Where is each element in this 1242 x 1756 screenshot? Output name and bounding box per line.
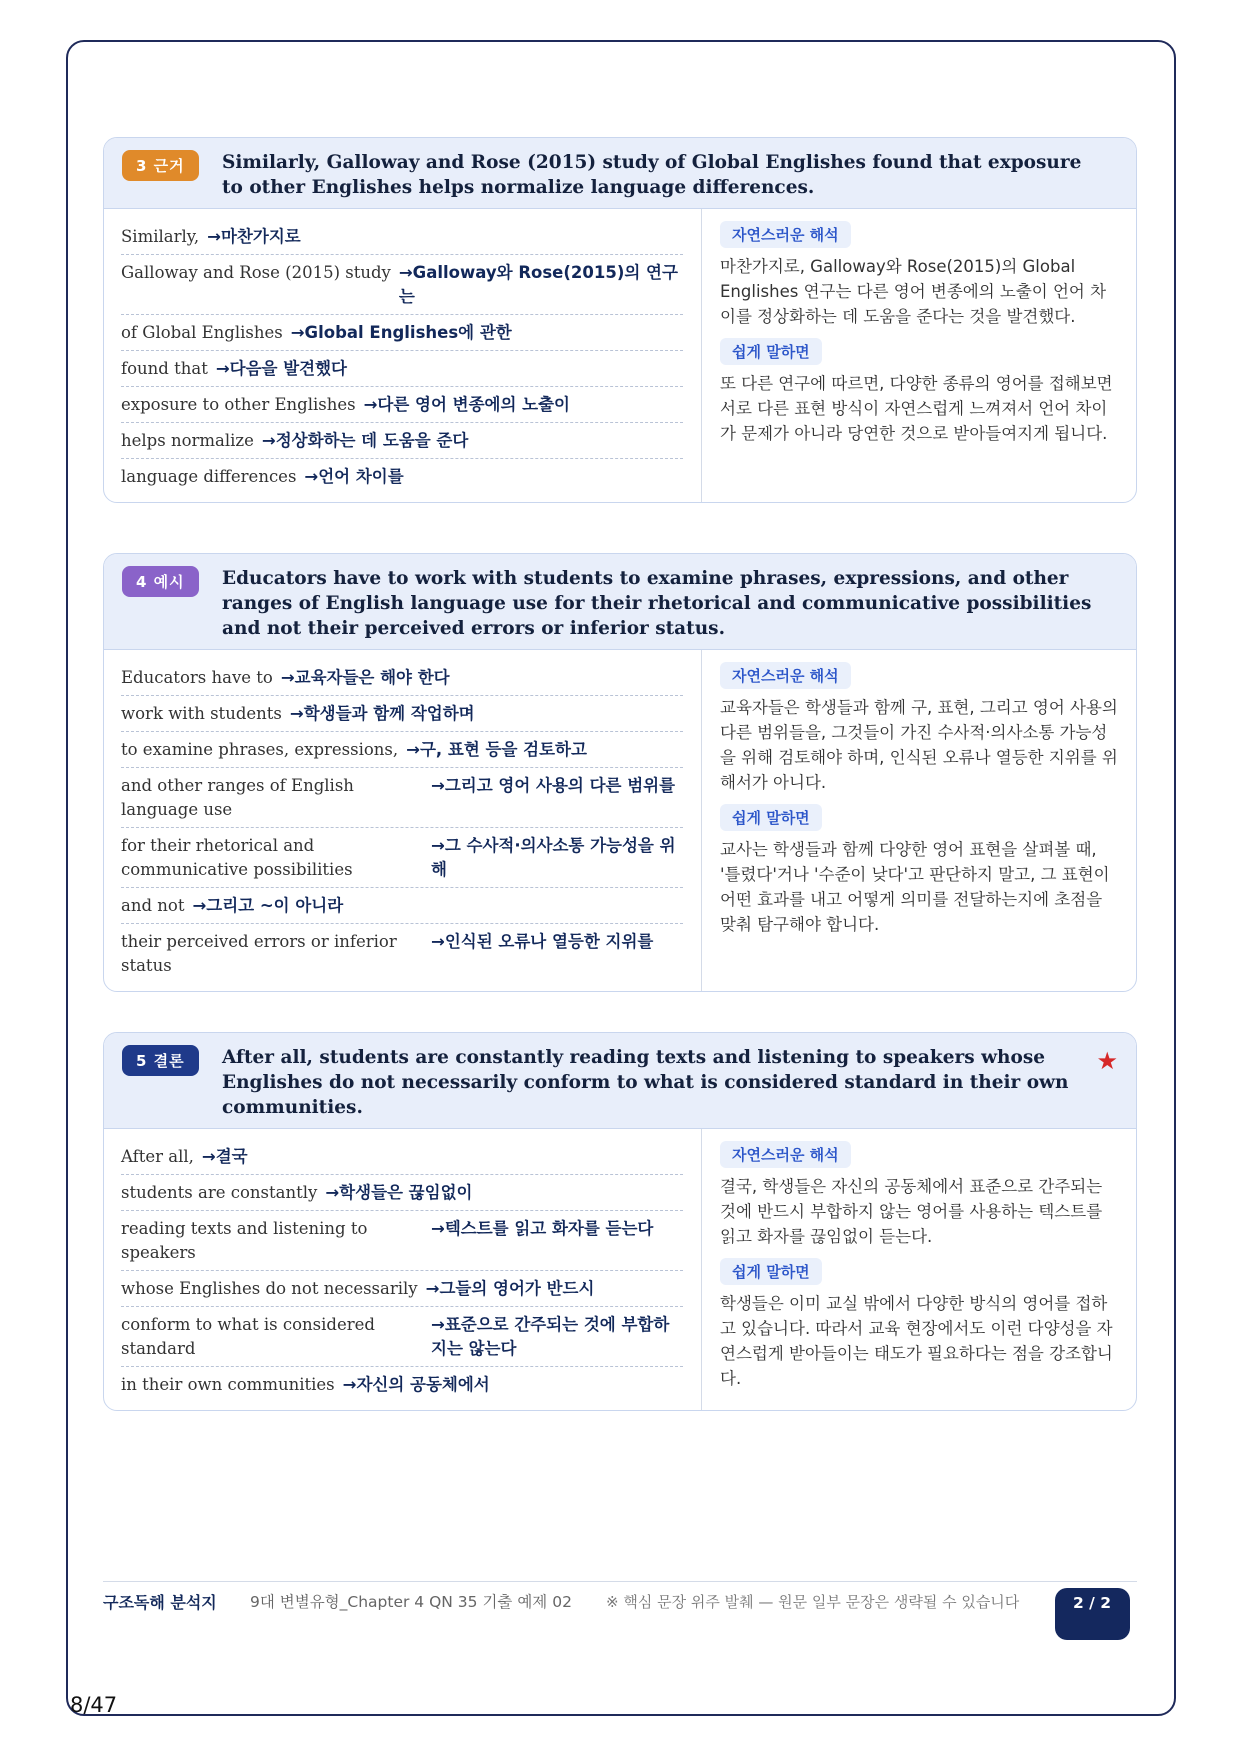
chunk-row xyxy=(121,315,683,351)
chunk-english: Educators have to xyxy=(121,668,273,687)
chunk-row xyxy=(121,423,683,459)
chunk-row xyxy=(121,828,683,888)
chunk-english: reading texts and listening to speakers xyxy=(121,1219,368,1262)
chunk-korean: →텍스트를 읽고 화자를 듣는다 xyxy=(431,1219,654,1238)
section-badge: 4 예시 xyxy=(122,566,199,597)
chunk-english: Galloway and Rose (2015) study xyxy=(121,263,391,282)
chunk-row xyxy=(121,924,683,983)
easy-explanation-label: 쉽게 말하면 xyxy=(720,1258,822,1285)
chunk-korean: →언어 차이를 xyxy=(304,467,404,486)
section-header xyxy=(104,1033,1136,1129)
chunk-english: and other ranges of English language use xyxy=(121,776,354,819)
footer-page-indicator: 2 / 2 xyxy=(1055,1588,1130,1640)
easy-explanation-text: 교사는 학생들과 함께 다양한 영어 표현을 살펴볼 때, '틀렸다'거나 '수준이 낮다'고 판단하지 말고, 그 표현이 어떤 효과를 내고 어떻게 의미를 전달하는지에 초점을 맞춰 탐구해야 합니다. xyxy=(720,840,1110,934)
easy-explanation-text: 학생들은 이미 교실 밖에서 다양한 방식의 영어를 접하고 있습니다. 따라서 교육 현장에서도 이런 다양성을 자연스럽게 받아들이는 태도가 필요하다는 점을 강조합니다. xyxy=(720,1294,1113,1388)
chunk-korean: →교육자들은 해야 한다 xyxy=(280,668,450,687)
chunk-row xyxy=(121,732,683,768)
chunk-korean: →그들의 영어가 반드시 xyxy=(425,1279,595,1298)
chunk-english: whose Englishes do not necessarily xyxy=(121,1279,418,1298)
translation-notes xyxy=(702,1129,1136,1410)
chunk-english: helps normalize xyxy=(121,431,254,450)
chunk-row xyxy=(121,219,683,255)
footer-title: 구조독해 분석지 xyxy=(103,1593,217,1612)
chunk-row xyxy=(121,1367,683,1402)
chunk-korean: →다음을 발견했다 xyxy=(215,359,347,378)
chunk-list xyxy=(104,650,702,991)
chunk-korean: →그 수사적·의사소통 가능성을 위해 xyxy=(431,836,676,879)
chunk-english: language differences xyxy=(121,467,297,486)
chunk-english: of Global Englishes xyxy=(121,323,283,342)
chunk-row xyxy=(121,387,683,423)
section-headline: After all, students are constantly reading texts and listening to speakers whose Englishes do not necessarily conform to what is considered standard in their own communities. xyxy=(222,1047,1069,1118)
chunk-english: their perceived errors or inferior status xyxy=(121,932,397,975)
page-footer xyxy=(103,1581,1137,1641)
easy-explanation-label: 쉽게 말하면 xyxy=(720,804,822,831)
chunk-row xyxy=(121,696,683,732)
chunk-korean: →그리고 ~이 아니라 xyxy=(192,896,344,915)
chunk-korean: →학생들과 함께 작업하며 xyxy=(289,704,475,723)
chunk-row xyxy=(121,1307,683,1367)
key-sentence-star-icon: ★ xyxy=(1096,1047,1118,1075)
section-card-5 xyxy=(103,1032,1137,1411)
chunk-english: and not xyxy=(121,896,185,915)
chunk-english: students are constantly xyxy=(121,1183,318,1202)
chunk-row xyxy=(121,459,683,494)
chunk-row xyxy=(121,1211,683,1271)
chunk-list xyxy=(104,1129,702,1410)
section-headline: Similarly, Galloway and Rose (2015) study of Global Englishes found that exposure to other Englishes helps normalize language differences. xyxy=(222,152,1082,198)
section-header xyxy=(104,138,1136,209)
chunk-korean: →표준으로 간주되는 것에 부합하지는 않는다 xyxy=(431,1315,670,1358)
chunk-english: After all, xyxy=(121,1147,194,1166)
chunk-row xyxy=(121,660,683,696)
easy-explanation-label: 쉽게 말하면 xyxy=(720,338,822,365)
natural-translation-label: 자연스러운 해석 xyxy=(720,662,851,689)
chunk-english: for their rhetorical and communicative possibilities xyxy=(121,836,353,879)
translation-notes xyxy=(702,650,1136,991)
chunk-english: work with students xyxy=(121,704,282,723)
easy-explanation-text: 또 다른 연구에 따르면, 다양한 종류의 영어를 접해보면 서로 다른 표현 방식이 자연스럽게 느껴져서 언어 차이가 문제가 아니라 당연한 것으로 받아들여지게 됩니다. xyxy=(720,374,1113,443)
footer-subtitle: 9대 변별유형_Chapter 4 QN 35 기출 예제 02 xyxy=(250,1593,572,1611)
chunk-row xyxy=(121,255,683,315)
chunk-korean: →정상화하는 데 도움을 준다 xyxy=(261,431,469,450)
section-header xyxy=(104,554,1136,650)
section-headline: Educators have to work with students to examine phrases, expressions, and other ranges of English language use for their rhetorical and communicative possibilities and not their perceived errors or inferior status. xyxy=(222,568,1092,639)
chunk-english: Similarly, xyxy=(121,227,200,246)
chunk-korean: →결국 xyxy=(201,1147,248,1166)
chunk-korean: →Galloway와 Rose(2015)의 연구는 xyxy=(398,263,678,306)
chunk-row xyxy=(121,1271,683,1307)
chunk-korean: →자신의 공동체에서 xyxy=(342,1375,490,1394)
document-page-number: 8/47 xyxy=(70,1693,118,1717)
chunk-korean: →Global Englishes에 관한 xyxy=(290,323,512,342)
chunk-korean: →학생들은 끊임없이 xyxy=(325,1183,473,1202)
natural-translation-label: 자연스러운 해석 xyxy=(720,1141,851,1168)
section-badge: 3 근거 xyxy=(122,150,199,181)
chunk-english: exposure to other Englishes xyxy=(121,395,356,414)
chunk-korean: →구, 표현 등을 검토하고 xyxy=(406,740,587,759)
section-card-4 xyxy=(103,553,1137,992)
natural-translation-text: 교육자들은 학생들과 함께 구, 표현, 그리고 영어 사용의 다른 범위들을, 그것들이 가진 수사적·의사소통 가능성을 위해 검토해야 하며, 인식된 오류나 열등한 지위를 위해서가 아니다. xyxy=(720,698,1118,792)
chunk-row xyxy=(121,1139,683,1175)
chunk-korean: →마찬가지로 xyxy=(207,227,301,246)
chunk-english: in their own communities xyxy=(121,1375,335,1394)
natural-translation-text: 마찬가지로, Galloway와 Rose(2015)의 Global Englishes 연구는 다른 영어 변종에의 노출이 언어 차이를 정상화하는 데 도움을 준다는 것을 발견했다. xyxy=(720,257,1107,326)
chunk-korean: →다른 영어 변종에의 노출이 xyxy=(363,395,570,414)
chunk-korean: →인식된 오류나 열등한 지위를 xyxy=(431,932,654,951)
footer-note: ※ 핵심 문장 위주 발췌 — 원문 일부 문장은 생략될 수 있습니다 xyxy=(606,1593,1020,1611)
chunk-row xyxy=(121,768,683,828)
chunk-korean: →그리고 영어 사용의 다른 범위를 xyxy=(431,776,676,795)
section-badge: 5 결론 xyxy=(122,1045,199,1076)
natural-translation-text: 결국, 학생들은 자신의 공동체에서 표준으로 간주되는 것에 반드시 부합하지 않는 영어를 사용하는 텍스트를 읽고 화자를 끊임없이 듣는다. xyxy=(720,1177,1103,1246)
chunk-english: conform to what is considered standard xyxy=(121,1315,375,1358)
translation-notes xyxy=(702,209,1136,502)
chunk-row xyxy=(121,351,683,387)
chunk-english: to examine phrases, expressions, xyxy=(121,740,399,759)
chunk-row xyxy=(121,888,683,924)
natural-translation-label: 자연스러운 해석 xyxy=(720,221,851,248)
chunk-english: found that xyxy=(121,359,208,378)
chunk-row xyxy=(121,1175,683,1211)
chunk-list xyxy=(104,209,702,502)
section-card-3 xyxy=(103,137,1137,503)
